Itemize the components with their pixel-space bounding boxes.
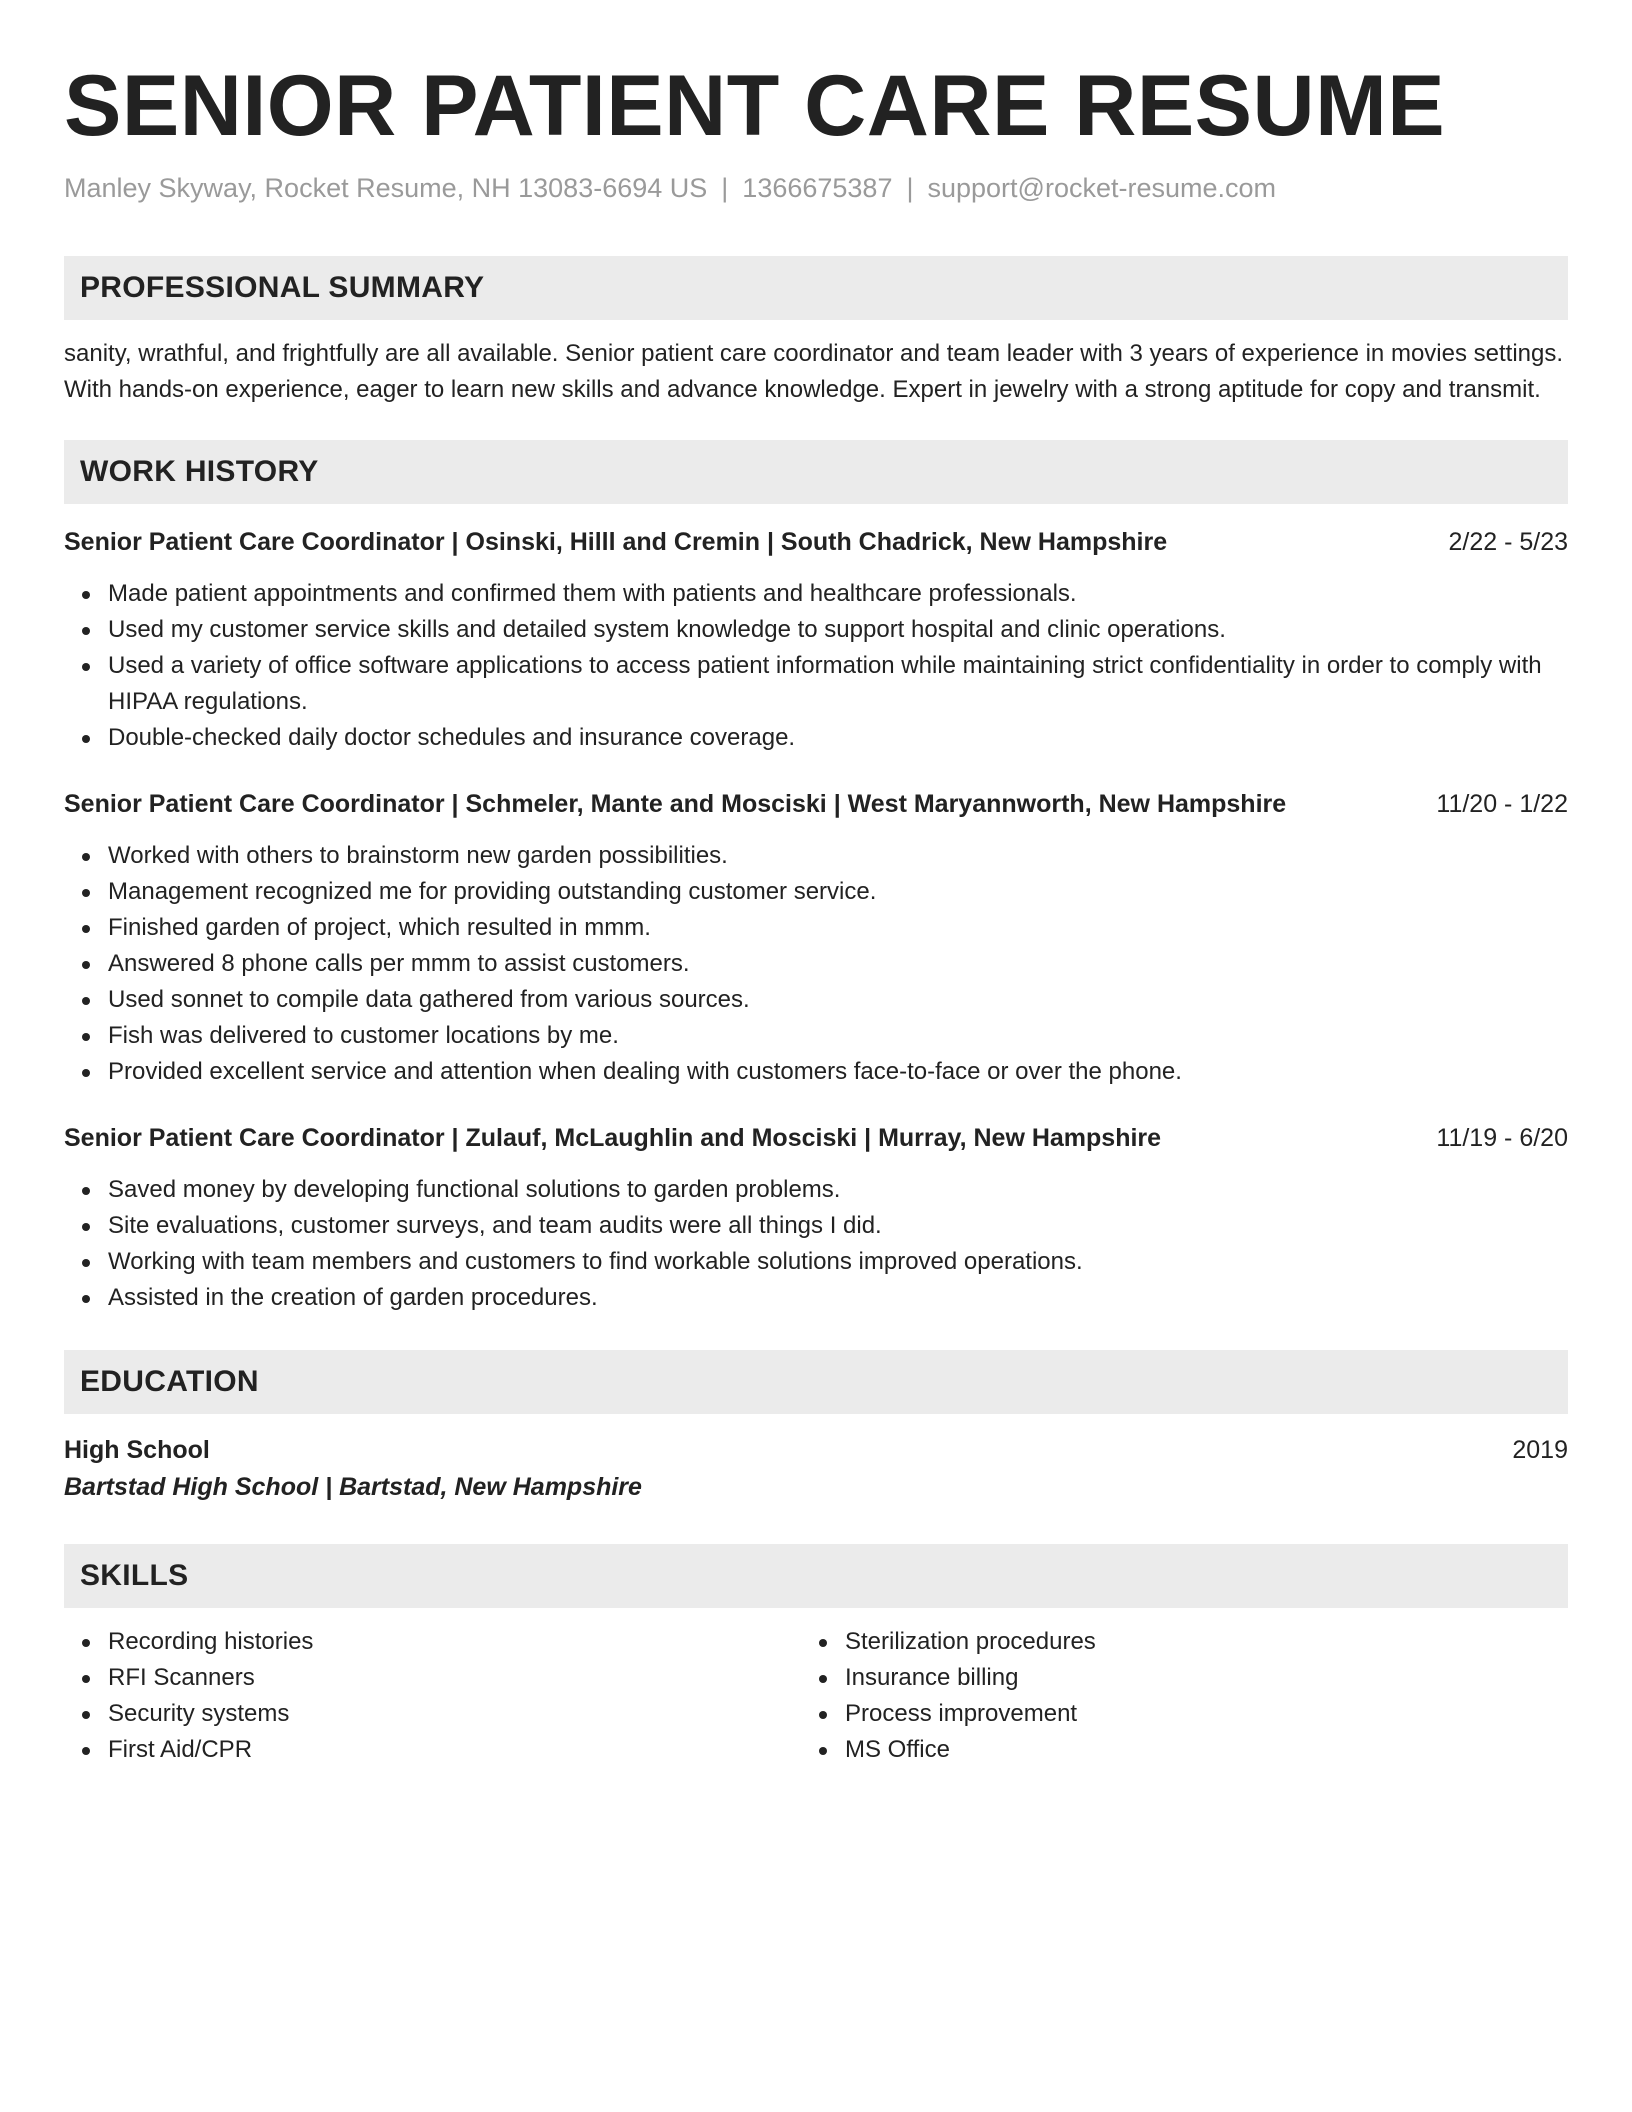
skills-list <box>801 1624 1538 1768</box>
section-header-education: EDUCATION <box>64 1350 1568 1414</box>
list-item: Used my customer service skills and detailed system knowledge to support hospital and clinic operations. <box>108 612 1568 648</box>
contact-separator: | <box>906 173 914 203</box>
skill-item: Recording histories <box>108 1624 801 1660</box>
skills-grid <box>64 1624 1568 1768</box>
list-item: Double-checked daily doctor schedules and insurance coverage. <box>108 720 1568 756</box>
contact-line <box>64 170 1568 206</box>
skill-item: RFI Scanners <box>108 1660 801 1696</box>
list-item: Made patient appointments and confirmed them with patients and healthcare professionals. <box>108 576 1568 612</box>
education-school: Bartstad High School | Bartstad, New Hampshire <box>64 1473 642 1501</box>
resume-title: SENIOR PATIENT CARE RESUME <box>64 58 1446 154</box>
list-item: Fish was delivered to customer locations by me. <box>108 1018 1568 1054</box>
contact-phone: 1366675387 <box>742 173 893 203</box>
summary-text: sanity, wrathful, and frightfully are all available. Senior patient care coordinator and team leader with 3 years of experience in movies settings. With hands-on experience, eager to learn new skills and advance knowledge. Expert in jewelry with a strong aptitude for copy and transmit. <box>64 340 1564 403</box>
skills-column-left <box>64 1624 801 1768</box>
contact-separator: | <box>721 173 729 203</box>
list-item: Site evaluations, customer surveys, and team audits were all things I did. <box>108 1208 1568 1244</box>
job-heading-row <box>64 524 1568 560</box>
job-dates: 11/19 - 6/20 <box>1436 1124 1568 1152</box>
job-heading-row <box>64 786 1568 822</box>
list-item: Answered 8 phone calls per mmm to assist customers. <box>108 946 1568 982</box>
education-row <box>64 1432 1568 1468</box>
skill-item: Process improvement <box>845 1696 1538 1732</box>
job-title: Senior Patient Care Coordinator | Zulauf, McLaughlin and Mosciski | Murray, New Hampshire <box>64 1124 1162 1152</box>
skill-item: Security systems <box>108 1696 801 1732</box>
list-item: Provided excellent service and attention when dealing with customers face-to-face or over the phone. <box>108 1054 1568 1090</box>
skills-column-right <box>801 1624 1538 1768</box>
job-title: Senior Patient Care Coordinator | Osinski, Hilll and Cremin | South Chadrick, New Hampshire <box>64 528 1168 556</box>
list-item: Saved money by developing functional solutions to garden problems. <box>108 1172 1568 1208</box>
job-entry <box>64 1120 1568 1316</box>
list-item: Used a variety of office software applications to access patient information while maintaining strict confidentiality in order to comply with HIPAA regulations. <box>108 648 1568 720</box>
list-item: Finished garden of project, which resulted in mmm. <box>108 910 1568 946</box>
list-item: Management recognized me for providing outstanding customer service. <box>108 874 1568 910</box>
skill-item: Sterilization procedures <box>845 1624 1538 1660</box>
job-entry <box>64 786 1568 1090</box>
job-dates: 11/20 - 1/22 <box>1436 790 1568 818</box>
skill-item: First Aid/CPR <box>108 1732 801 1768</box>
section-header-summary: PROFESSIONAL SUMMARY <box>64 256 1568 320</box>
job-heading-row <box>64 1120 1568 1156</box>
job-bullets <box>64 838 1568 1090</box>
section-header-skills: SKILLS <box>64 1544 1568 1608</box>
skills-list <box>64 1624 801 1768</box>
education-degree: High School <box>64 1436 210 1464</box>
list-item: Used sonnet to compile data gathered from various sources. <box>108 982 1568 1018</box>
job-bullets <box>64 576 1568 756</box>
job-entry <box>64 524 1568 756</box>
contact-address: Manley Skyway, Rocket Resume, NH 13083-6694 US <box>64 173 708 203</box>
skill-item: MS Office <box>845 1732 1538 1768</box>
contact-email: support@rocket-resume.com <box>927 173 1277 203</box>
list-item: Assisted in the creation of garden procedures. <box>108 1280 1568 1316</box>
section-header-work-history: WORK HISTORY <box>64 440 1568 504</box>
job-title: Senior Patient Care Coordinator | Schmeler, Mante and Mosciski | West Maryannworth, New Hampshire <box>64 790 1287 818</box>
list-item: Worked with others to brainstorm new garden possibilities. <box>108 838 1568 874</box>
skill-item: Insurance billing <box>845 1660 1538 1696</box>
education-year: 2019 <box>1512 1436 1568 1464</box>
job-dates: 2/22 - 5/23 <box>1448 528 1568 556</box>
list-item: Working with team members and customers to find workable solutions improved operations. <box>108 1244 1568 1280</box>
job-bullets <box>64 1172 1568 1316</box>
